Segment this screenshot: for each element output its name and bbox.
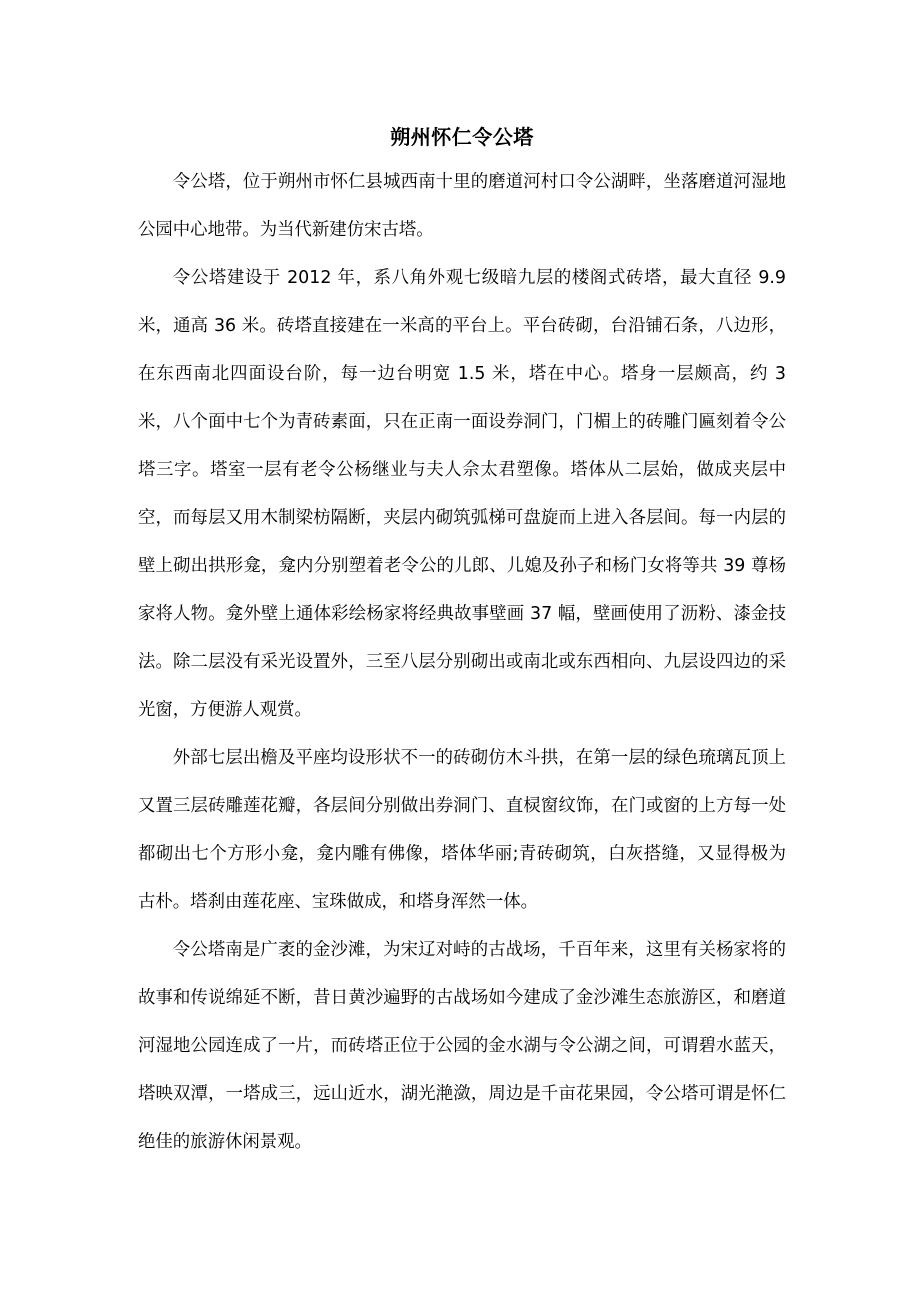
document-page: [138, 118, 786, 1166]
paragraph-intro: 令公塔，位于朔州市怀仁县城西南十里的磨道河村口令公湖畔，坐落磨道河湿地公园中心地带。为当代新建仿宋古塔。: [138, 172, 786, 240]
paragraph-construction: 令公塔建设于 2012 年，系八角外观七级暗九层的楼阁式砖塔，最大直径 9.9 米，通高 36 米。砖塔直接建在一米高的平台上。平台砖砌，台沿铺石条，八边形，在东西南北四面设台阶，每一边台明宽 1.5 米，塔在中心。塔身一层颇高，约 3 米，八个面中七个为青砖素面，只在正南一面设券洞门，门楣上的砖雕门匾刻着令公塔三字。塔室一层有老令公杨继业与夫人佘太君塑像。塔体从二层始，做成夹层中空，而每层又用木制梁枋隔断，夹层内砌筑弧梯可盘旋而上进入各层间。每一内层的壁上砌出拱形龛，龛内分别塑着老令公的儿郎、儿媳及孙子和杨门女将等共 39 尊杨家将人物。龛外壁上通体彩绘杨家将经典故事壁画 37 幅，壁画使用了沥粉、漆金技法。除二层没有采光设置外，三至八层分别砌出或南北或东西相向、九层设四边的采光窗，方便游人观赏。: [138, 268, 786, 720]
document-title: 朔州怀仁令公塔: [390, 125, 534, 149]
paragraph-surroundings: 令公塔南是广袤的金沙滩，为宋辽对峙的古战场，千百年来，这里有关杨家将的故事和传说绵延不断，昔日黄沙遍野的古战场如今建成了金沙滩生态旅游区，和磨道河湿地公园连成了一片，而砖塔正位于公园的金水湖与令公湖之间，可谓碧水蓝天，塔映双潭，一塔成三，远山近水，湖光滟潋，周边是千亩花果园，令公塔可谓是怀仁绝佳的旅游休闲景观。: [138, 940, 786, 1152]
paragraph-exterior: 外部七层出檐及平座均设形状不一的砖砌仿木斗拱，在第一层的绿色琉璃瓦顶上又置三层砖雕莲花瓣，各层间分别做出券洞门、直棂窗纹饰，在门或窗的上方每一处都砌出七个方形小龛，龛内雕有佛像，塔体华丽;青砖砌筑，白灰搭缝，又显得极为古朴。塔刹由莲花座、宝珠做成，和塔身浑然一体。: [138, 748, 786, 912]
